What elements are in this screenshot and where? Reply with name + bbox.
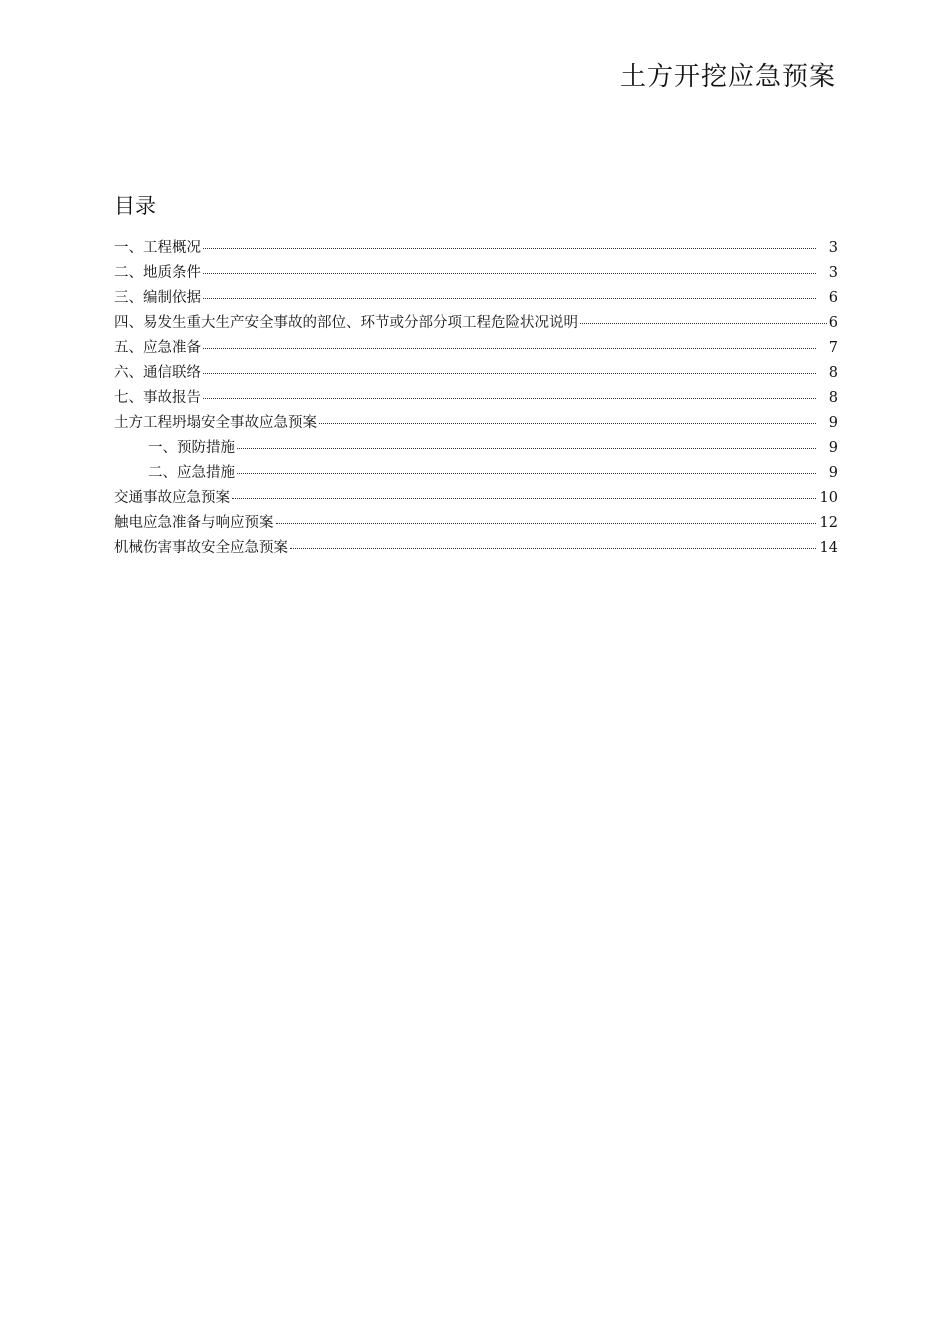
toc-entry[interactable] xyxy=(114,511,838,536)
toc-entry-page: 10 xyxy=(819,490,838,506)
toc-entry[interactable] xyxy=(114,236,838,261)
toc-entry-page: 6 xyxy=(828,290,838,306)
toc-dot-leader xyxy=(203,298,816,299)
toc-entry[interactable] xyxy=(114,436,838,461)
toc-entry[interactable] xyxy=(114,486,838,511)
toc-heading: 目录 xyxy=(114,194,156,218)
toc-entry-page: 6 xyxy=(828,315,838,331)
toc-dot-leader xyxy=(203,273,816,274)
toc-dot-leader xyxy=(276,523,817,524)
toc-entry-label: 五、应急准备 xyxy=(114,340,201,356)
toc-entry-label: 触电应急准备与响应预案 xyxy=(114,515,274,531)
toc-dot-leader xyxy=(290,548,816,549)
toc-entry-label: 七、事故报告 xyxy=(114,390,201,406)
toc-entry-label: 四、易发生重大生产安全事故的部位、环节或分部分项工程危险状况说明 xyxy=(114,315,578,331)
toc-entry-page: 12 xyxy=(819,515,838,531)
toc-dot-leader xyxy=(203,248,816,249)
toc-entry-page: 3 xyxy=(828,265,838,281)
toc-entry-label: 交通事故应急预案 xyxy=(114,490,230,506)
toc-entry[interactable] xyxy=(114,461,838,486)
toc-entry-page: 3 xyxy=(828,240,838,256)
toc-entry-label: 一、预防措施 xyxy=(148,440,235,456)
toc-entry-label: 机械伤害事故安全应急预案 xyxy=(114,540,288,556)
toc-entry-page: 9 xyxy=(828,415,838,431)
toc-entry-label: 二、地质条件 xyxy=(114,265,201,281)
toc-entry[interactable] xyxy=(114,286,838,311)
toc-entry-page: 9 xyxy=(828,440,838,456)
toc-entry-page: 8 xyxy=(828,390,838,406)
table-of-contents xyxy=(114,236,838,561)
toc-entry[interactable] xyxy=(114,411,838,436)
toc-dot-leader xyxy=(237,473,816,474)
toc-entry-label: 土方工程坍塌安全事故应急预案 xyxy=(114,415,317,431)
toc-dot-leader xyxy=(232,498,816,499)
toc-entry[interactable] xyxy=(114,336,838,361)
toc-dot-leader xyxy=(203,348,816,349)
page-header-title: 土方开挖应急预案 xyxy=(619,62,836,92)
toc-entry-label: 一、工程概况 xyxy=(114,240,201,256)
toc-dot-leader xyxy=(580,323,827,324)
toc-entry[interactable] xyxy=(114,386,838,411)
toc-entry[interactable] xyxy=(114,361,838,386)
toc-entry-label: 三、编制依据 xyxy=(114,290,201,306)
toc-dot-leader xyxy=(319,423,816,424)
toc-entry-page: 14 xyxy=(819,540,838,556)
toc-entry-page: 8 xyxy=(828,365,838,381)
toc-dot-leader xyxy=(203,398,816,399)
toc-entry-page: 9 xyxy=(828,465,838,481)
toc-entry[interactable] xyxy=(114,536,838,561)
toc-entry-page: 7 xyxy=(828,340,838,356)
toc-dot-leader xyxy=(237,448,816,449)
toc-entry-label: 二、应急措施 xyxy=(148,465,235,481)
toc-entry[interactable] xyxy=(114,311,838,336)
toc-dot-leader xyxy=(203,373,816,374)
toc-entry[interactable] xyxy=(114,261,838,286)
toc-entry-label: 六、通信联络 xyxy=(114,365,201,381)
